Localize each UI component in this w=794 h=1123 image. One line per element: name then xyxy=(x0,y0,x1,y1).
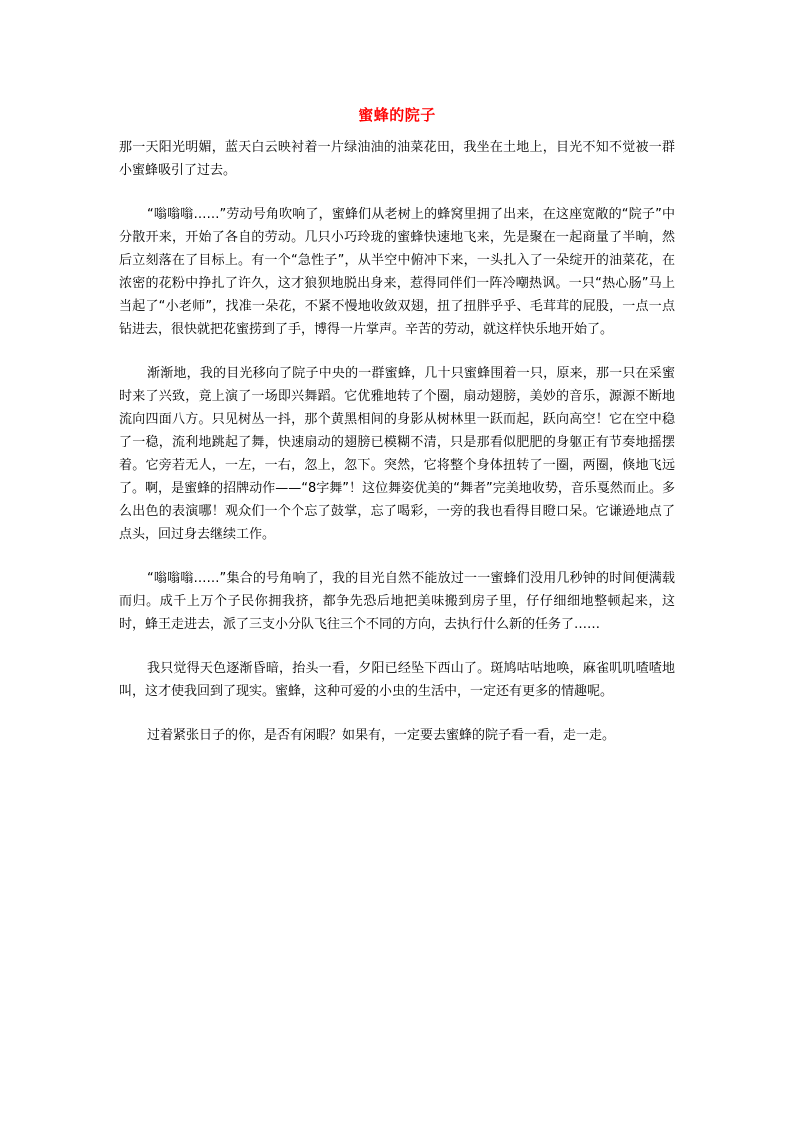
paragraph-2: “嗡嗡嗡……”劳动号角吹响了，蜜蜂们从老树上的蜂窝里拥了出来，在这座宽敞的“院子”中分散开来，开始了各自的劳动。几只小巧玲珑的蜜蜂快速地飞来，先是聚在一起商量了半晌，然后立刻落在了目标上。有一个“急性子”，从半空中俯冲下来，一头扎入了一朵绽开的油菜花，在浓密的花粉中挣扎了许久，这才狼狈地脱出身来，惹得同伴们一阵冷嘲热讽。一只“热心肠”马上当起了“小老师”，找准一朵花，不紧不慢地收敛双翅，扭了扭胖乎乎、毛茸茸的屁股，一点一点钻进去，很快就把花蜜捞到了手，博得一片掌声。辛苦的劳动，就这样快乐地开始了。 xyxy=(119,207,675,337)
paragraph-6: 过着紧张日子的你，是否有闲暇？如果有，一定要去蜜蜂的院子看一看，走一走。 xyxy=(147,728,616,743)
document-title: 蜜蜂的院子 xyxy=(358,106,436,124)
paragraph-4: “嗡嗡嗡……”集合的号角响了，我的目光自然不能放过一一蜜蜂们没用几秒钟的时间便满载而归。成千上万个子民你拥我挤，都争先恐后地把美味搬到房子里，仔仔细细地整顿起来，这时，蜂王走进去，派了三支小分队飞往三个不同的方向，去执行什么新的任务了…… xyxy=(119,571,675,632)
paragraph-5: 我只觉得天色逐渐昏暗，抬头一看，夕阳已经坠下西山了。斑鸠咕咕地唤，麻雀叽叽喳喳地叫，这才使我回到了现实。蜜蜂，这种可爱的小虫的生活中，一定还有更多的情趣呢。 xyxy=(119,661,675,699)
paragraph-1: 那一天阳光明媚，蓝天白云映衬着一片绿油油的油菜花田，我坐在土地上，目光不知不觉被一群小蜜蜂吸引了过去。 xyxy=(119,140,675,178)
document-page xyxy=(119,104,675,768)
paragraph-3: 渐渐地，我的目光移向了院子中央的一群蜜蜂，几十只蜜蜂围着一只，原来，那一只在采蜜时来了兴致，竟上演了一场即兴舞蹈。它优雅地转了个圈，扇动翅膀，美妙的音乐，源源不断地流向四面八方。只见树丛一抖，那个黄黑相间的身影从树林里一跃而起，跃向高空！它在空中稳了一稳，流利地跳起了舞，快速扇动的翅膀已模糊不清，只是那看似肥肥的身躯正有节奏地摇摆着。它旁若无人，一左，一右，忽上，忽下。突然，它将整个身体扭转了一圈，两圈，倏地飞远了。啊，是蜜蜂的招牌动作——“8字舞”！这位舞姿优美的“舞者”完美地收势，音乐戛然而止。多么出色的表演哪！观众们一个个忘了鼓掌，忘了喝彩，一旁的我也看得目瞪口呆。它谦逊地点了点头，回过身去继续工作。 xyxy=(119,366,675,542)
